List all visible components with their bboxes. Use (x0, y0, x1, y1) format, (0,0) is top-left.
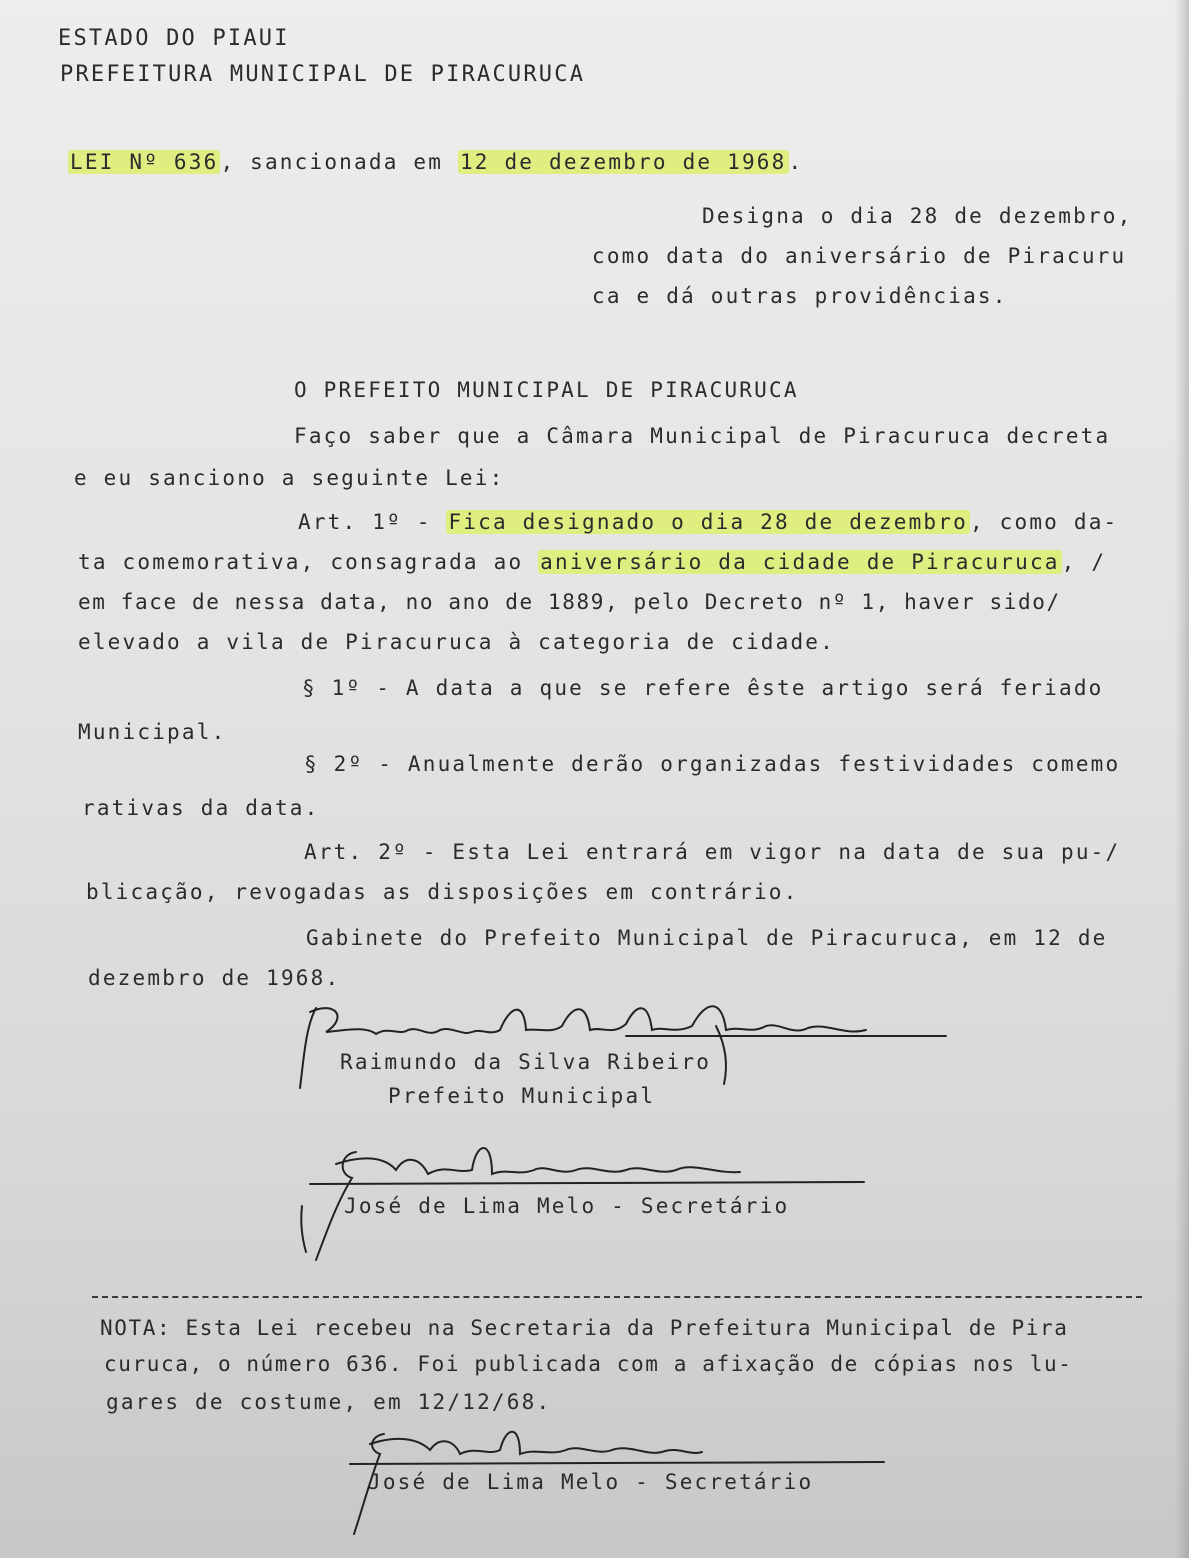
closing-line-2: dezembro de 1968. (88, 966, 341, 990)
art1-line-4: elevado a vila de Piracuruca à categoria de cidade. (78, 630, 835, 654)
law-period: . (788, 150, 804, 174)
art1-label: Art. 1º - (298, 510, 447, 534)
law-date: 12 de dezembro de 1968 (459, 150, 787, 174)
mayor-role: Prefeito Municipal (388, 1084, 656, 1108)
summary-line-2: como data do aniversário de Piracuru (592, 244, 1127, 268)
body-title: O PREFEITO MUNICIPAL DE PIRACURUCA (294, 378, 799, 402)
art2-line-1: Art. 2º - Esta Lei entrará em vigor na data de sua pu-/ (304, 840, 1121, 864)
intro-line-1: Faço saber que a Câmara Municipal de Piracuruca decreta (294, 424, 1111, 448)
note-line-1: NOTA: Esta Lei recebeu na Secretaria da Prefeitura Municipal de Pira (100, 1316, 1069, 1340)
header-prefeitura: PREFEITURA MUNICIPAL DE PIRACURUCA (60, 62, 586, 87)
par1-line-2: Municipal. (78, 720, 227, 744)
par2-line-2: rativas da data. (82, 796, 320, 820)
law-sanctioned-text: , sancionada em (220, 150, 458, 174)
par1-line-1: § 1º - A data a que se refere êste artigo será feriado (302, 676, 1104, 700)
art1-highlight-2: aniversário da cidade de Piracuruca (540, 550, 1060, 574)
note-secretary-name: José de Lima Melo - Secretário (368, 1470, 814, 1494)
art1-line-2b: , / (1061, 550, 1107, 574)
art1-highlight-1: Fica designado o dia 28 de dezembro (448, 510, 968, 534)
law-number: LEI Nº 636 (70, 150, 219, 174)
art2-line-2: blicação, revogadas as disposições em contrário. (86, 880, 799, 904)
mayor-signature-icon (296, 996, 956, 1096)
header-state: ESTADO DO PIAUI (58, 26, 290, 51)
intro-line-2: e eu sanciono a seguinte Lei: (74, 466, 505, 490)
note-line-2: curuca, o número 636. Foi publicada com a afixação de cópias nos lu- (104, 1352, 1073, 1376)
page-edge-shadow (1175, 0, 1189, 1558)
section-divider (92, 1296, 1142, 1298)
art1-line-1 (298, 510, 1118, 534)
summary-line-1: Designa o dia 28 de dezembro, (702, 204, 1133, 228)
art1-rest-1: , como da- (969, 510, 1119, 534)
mayor-name: Raimundo da Silva Ribeiro (340, 1050, 712, 1074)
art1-line-3: em face de nessa data, no ano de 1889, pelo Decreto nº 1, haver sido/ (78, 590, 1061, 614)
art1-line-2 (78, 550, 1106, 574)
note-line-3: gares de costume, em 12/12/68. (106, 1390, 552, 1414)
summary-line-3: ca e dá outras providências. (592, 284, 1008, 308)
secretary-name: José de Lima Melo - Secretário (344, 1194, 790, 1218)
art1-line-2a: ta comemorativa, consagrada ao (78, 550, 539, 574)
law-heading (68, 150, 803, 174)
closing-line-1: Gabinete do Prefeito Municipal de Piracuruca, em 12 de (306, 926, 1108, 950)
par2-line-1: § 2º - Anualmente derão organizadas festividades comemo (304, 752, 1121, 776)
